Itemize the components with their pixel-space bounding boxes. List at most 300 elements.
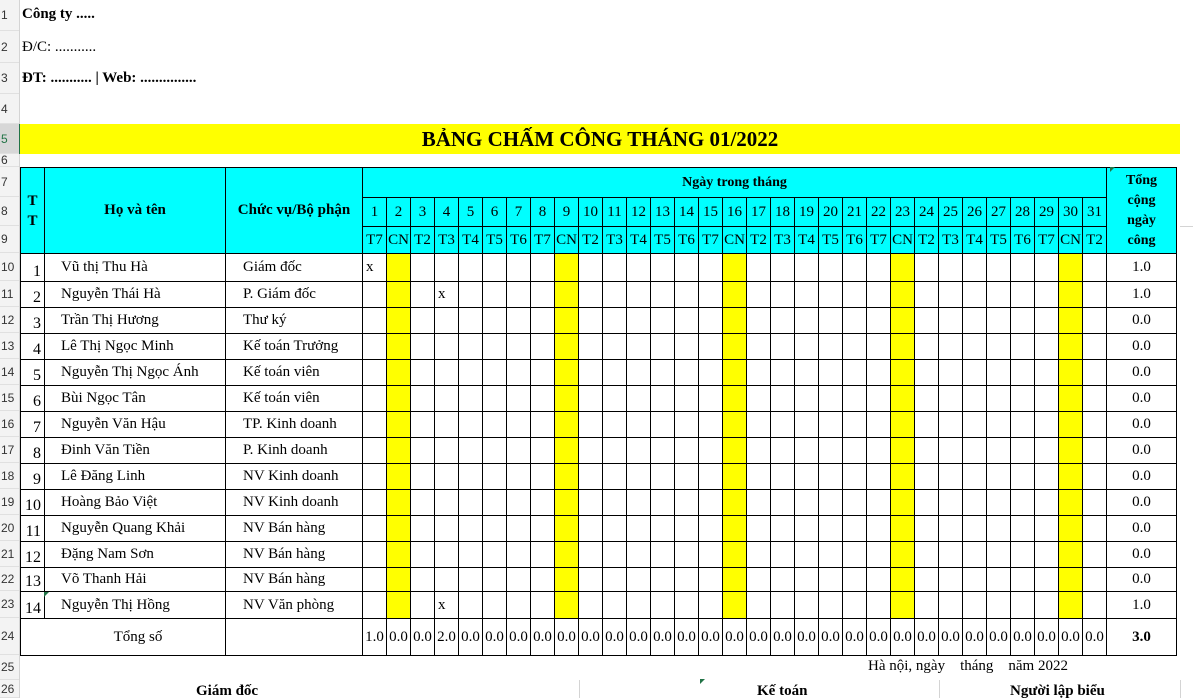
attendance-cell[interactable] — [435, 542, 459, 568]
weekday-header[interactable]: T3 — [435, 227, 459, 254]
attendance-cell[interactable] — [771, 360, 795, 386]
attendance-cell[interactable] — [579, 490, 603, 516]
header-total[interactable]: Tổng cộng ngày công — [1107, 168, 1177, 254]
attendance-cell[interactable] — [747, 438, 771, 464]
day-number-header[interactable]: 13 — [651, 198, 675, 227]
day-total[interactable]: 0.0 — [723, 619, 747, 656]
employee-total[interactable]: 0.0 — [1107, 542, 1177, 568]
attendance-cell[interactable] — [939, 592, 963, 619]
attendance-cell[interactable] — [411, 386, 435, 412]
attendance-cell[interactable] — [795, 308, 819, 334]
attendance-cell[interactable] — [987, 386, 1011, 412]
attendance-cell[interactable] — [1011, 516, 1035, 542]
employee-position[interactable]: TP. Kinh doanh — [226, 412, 363, 438]
attendance-cell[interactable] — [987, 490, 1011, 516]
attendance-cell[interactable] — [819, 490, 843, 516]
attendance-cell[interactable] — [531, 516, 555, 542]
row-tt[interactable]: 14 — [21, 592, 45, 619]
day-total[interactable]: 0.0 — [867, 619, 891, 656]
attendance-cell[interactable] — [675, 412, 699, 438]
attendance-cell[interactable] — [1035, 568, 1059, 592]
attendance-cell[interactable] — [675, 282, 699, 308]
day-number-header[interactable]: 6 — [483, 198, 507, 227]
day-number-header[interactable]: 5 — [459, 198, 483, 227]
attendance-cell[interactable] — [627, 438, 651, 464]
attendance-cell[interactable] — [459, 464, 483, 490]
attendance-cell[interactable] — [843, 334, 867, 360]
attendance-cell[interactable] — [795, 438, 819, 464]
attendance-cell[interactable] — [411, 490, 435, 516]
day-total[interactable]: 0.0 — [891, 619, 915, 656]
day-number-header[interactable]: 23 — [891, 198, 915, 227]
attendance-cell[interactable] — [603, 592, 627, 619]
day-number-header[interactable]: 26 — [963, 198, 987, 227]
attendance-cell[interactable] — [723, 412, 747, 438]
employee-name[interactable]: Lê Thị Ngọc Minh — [45, 334, 226, 360]
attendance-cell[interactable] — [915, 568, 939, 592]
weekday-header[interactable]: T7 — [699, 227, 723, 254]
day-total[interactable]: 0.0 — [651, 619, 675, 656]
attendance-cell[interactable] — [579, 464, 603, 490]
attendance-cell[interactable] — [1059, 438, 1083, 464]
day-total[interactable]: 0.0 — [699, 619, 723, 656]
employee-total[interactable]: 0.0 — [1107, 490, 1177, 516]
attendance-cell[interactable] — [1035, 490, 1059, 516]
attendance-cell[interactable] — [771, 308, 795, 334]
attendance-cell[interactable] — [1011, 568, 1035, 592]
weekday-header[interactable]: CN — [891, 227, 915, 254]
attendance-cell[interactable] — [699, 308, 723, 334]
attendance-cell[interactable] — [651, 516, 675, 542]
attendance-cell[interactable] — [795, 334, 819, 360]
attendance-cell[interactable] — [411, 568, 435, 592]
attendance-cell[interactable] — [747, 334, 771, 360]
attendance-cell[interactable] — [627, 516, 651, 542]
employee-position[interactable]: Kế toán viên — [226, 360, 363, 386]
attendance-cell[interactable] — [1035, 334, 1059, 360]
attendance-cell[interactable] — [627, 254, 651, 282]
attendance-cell[interactable] — [1035, 542, 1059, 568]
attendance-cell[interactable] — [1059, 542, 1083, 568]
attendance-cell[interactable] — [771, 254, 795, 282]
attendance-cell[interactable] — [963, 464, 987, 490]
attendance-cell[interactable] — [507, 334, 531, 360]
day-number-header[interactable]: 10 — [579, 198, 603, 227]
attendance-cell[interactable] — [795, 490, 819, 516]
attendance-cell[interactable] — [675, 438, 699, 464]
attendance-cell[interactable] — [411, 438, 435, 464]
weekday-header[interactable]: T2 — [747, 227, 771, 254]
employee-name[interactable]: Trần Thị Hương — [45, 308, 226, 334]
attendance-cell[interactable] — [819, 282, 843, 308]
weekday-header[interactable]: CN — [555, 227, 579, 254]
attendance-cell[interactable] — [531, 308, 555, 334]
attendance-cell[interactable] — [579, 386, 603, 412]
employee-position[interactable]: P. Kinh doanh — [226, 438, 363, 464]
attendance-cell[interactable] — [603, 360, 627, 386]
day-number-header[interactable]: 29 — [1035, 198, 1059, 227]
attendance-cell[interactable] — [627, 464, 651, 490]
attendance-cell[interactable] — [987, 282, 1011, 308]
attendance-cell[interactable] — [747, 568, 771, 592]
attendance-cell[interactable] — [555, 568, 579, 592]
attendance-cell[interactable] — [507, 568, 531, 592]
attendance-cell[interactable] — [579, 438, 603, 464]
attendance-cell[interactable] — [963, 360, 987, 386]
attendance-cell[interactable] — [1035, 308, 1059, 334]
attendance-cell[interactable] — [483, 464, 507, 490]
attendance-cell[interactable] — [867, 412, 891, 438]
row-tt[interactable]: 2 — [21, 282, 45, 308]
row-number[interactable]: 5 — [0, 124, 19, 154]
weekday-header[interactable]: T3 — [771, 227, 795, 254]
attendance-cell[interactable] — [1059, 282, 1083, 308]
day-number-header[interactable]: 3 — [411, 198, 435, 227]
day-number-header[interactable]: 31 — [1083, 198, 1107, 227]
attendance-cell[interactable] — [747, 464, 771, 490]
attendance-cell[interactable] — [387, 360, 411, 386]
attendance-cell[interactable] — [819, 464, 843, 490]
attendance-cell[interactable] — [963, 592, 987, 619]
attendance-cell[interactable] — [531, 592, 555, 619]
attendance-cell[interactable] — [387, 282, 411, 308]
attendance-cell[interactable] — [627, 490, 651, 516]
attendance-cell[interactable] — [819, 360, 843, 386]
attendance-cell[interactable] — [411, 412, 435, 438]
attendance-cell[interactable]: x — [363, 254, 387, 282]
attendance-cell[interactable] — [891, 542, 915, 568]
attendance-cell[interactable] — [411, 464, 435, 490]
attendance-cell[interactable] — [1059, 360, 1083, 386]
attendance-cell[interactable] — [723, 568, 747, 592]
attendance-cell[interactable] — [819, 438, 843, 464]
attendance-cell[interactable] — [651, 464, 675, 490]
attendance-cell[interactable] — [1083, 412, 1107, 438]
attendance-cell[interactable] — [627, 412, 651, 438]
attendance-cell[interactable] — [771, 282, 795, 308]
attendance-cell[interactable] — [411, 334, 435, 360]
attendance-cell[interactable] — [987, 254, 1011, 282]
row-tt[interactable]: 4 — [21, 334, 45, 360]
attendance-cell[interactable] — [651, 254, 675, 282]
attendance-cell[interactable] — [1083, 568, 1107, 592]
employee-total[interactable]: 0.0 — [1107, 438, 1177, 464]
attendance-cell[interactable] — [531, 360, 555, 386]
attendance-cell[interactable] — [579, 516, 603, 542]
attendance-cell[interactable] — [819, 412, 843, 438]
signer-accountant[interactable]: Kế toán — [757, 683, 808, 699]
attendance-cell[interactable] — [459, 360, 483, 386]
attendance-cell[interactable] — [795, 282, 819, 308]
weekday-header[interactable]: T6 — [507, 227, 531, 254]
weekday-header[interactable]: T2 — [411, 227, 435, 254]
attendance-cell[interactable] — [651, 568, 675, 592]
day-number-header[interactable]: 1 — [363, 198, 387, 227]
attendance-cell[interactable] — [675, 308, 699, 334]
attendance-cell[interactable]: x — [435, 282, 459, 308]
attendance-cell[interactable] — [579, 254, 603, 282]
attendance-cell[interactable] — [819, 308, 843, 334]
employee-total[interactable]: 0.0 — [1107, 516, 1177, 542]
attendance-cell[interactable] — [555, 412, 579, 438]
attendance-cell[interactable] — [1083, 592, 1107, 619]
day-total[interactable]: 0.0 — [579, 619, 603, 656]
attendance-cell[interactable] — [915, 490, 939, 516]
attendance-cell[interactable] — [651, 334, 675, 360]
attendance-cell[interactable] — [579, 592, 603, 619]
employee-position[interactable]: Giám đốc — [226, 254, 363, 282]
row-number[interactable]: 6 — [0, 154, 19, 167]
attendance-cell[interactable] — [1011, 592, 1035, 619]
day-number-header[interactable]: 4 — [435, 198, 459, 227]
attendance-cell[interactable] — [1059, 516, 1083, 542]
employee-total[interactable]: 0.0 — [1107, 412, 1177, 438]
day-total[interactable]: 0.0 — [555, 619, 579, 656]
attendance-cell[interactable] — [627, 386, 651, 412]
attendance-cell[interactable] — [747, 490, 771, 516]
attendance-cell[interactable] — [651, 438, 675, 464]
attendance-cell[interactable] — [387, 464, 411, 490]
attendance-cell[interactable] — [483, 308, 507, 334]
attendance-cell[interactable] — [387, 438, 411, 464]
attendance-cell[interactable] — [795, 568, 819, 592]
attendance-cell[interactable] — [1011, 464, 1035, 490]
row-number[interactable]: 17 — [0, 437, 19, 463]
row-number[interactable]: 26 — [0, 680, 19, 698]
attendance-cell[interactable] — [1011, 386, 1035, 412]
attendance-cell[interactable] — [435, 360, 459, 386]
attendance-cell[interactable] — [747, 592, 771, 619]
attendance-cell[interactable] — [963, 412, 987, 438]
day-total[interactable]: 0.0 — [1059, 619, 1083, 656]
attendance-cell[interactable] — [603, 282, 627, 308]
attendance-cell[interactable] — [891, 254, 915, 282]
attendance-cell[interactable] — [723, 464, 747, 490]
attendance-cell[interactable] — [603, 490, 627, 516]
day-number-header[interactable]: 24 — [915, 198, 939, 227]
employee-position[interactable]: P. Giám đốc — [226, 282, 363, 308]
attendance-cell[interactable] — [915, 334, 939, 360]
day-number-header[interactable]: 15 — [699, 198, 723, 227]
attendance-cell[interactable] — [603, 516, 627, 542]
attendance-cell[interactable] — [435, 254, 459, 282]
employee-name[interactable]: Nguyễn Thị Hồng — [45, 592, 226, 619]
attendance-cell[interactable] — [867, 254, 891, 282]
attendance-cell[interactable] — [939, 464, 963, 490]
attendance-cell[interactable] — [363, 360, 387, 386]
attendance-cell[interactable] — [555, 386, 579, 412]
attendance-cell[interactable] — [579, 334, 603, 360]
attendance-cell[interactable] — [363, 516, 387, 542]
attendance-cell[interactable] — [1011, 412, 1035, 438]
row-number[interactable]: 18 — [0, 463, 19, 489]
attendance-cell[interactable] — [387, 386, 411, 412]
attendance-cell[interactable] — [459, 542, 483, 568]
attendance-cell[interactable] — [1059, 334, 1083, 360]
attendance-cell[interactable] — [987, 592, 1011, 619]
attendance-cell[interactable] — [651, 542, 675, 568]
attendance-cell[interactable] — [819, 254, 843, 282]
attendance-cell[interactable] — [867, 490, 891, 516]
weekday-header[interactable]: T3 — [603, 227, 627, 254]
row-tt[interactable]: 5 — [21, 360, 45, 386]
employee-name[interactable]: Bùi Ngọc Tân — [45, 386, 226, 412]
day-number-header[interactable]: 20 — [819, 198, 843, 227]
attendance-cell[interactable] — [891, 412, 915, 438]
attendance-cell[interactable] — [699, 334, 723, 360]
row-tt[interactable]: 10 — [21, 490, 45, 516]
attendance-cell[interactable] — [531, 254, 555, 282]
weekday-header[interactable]: T4 — [627, 227, 651, 254]
attendance-cell[interactable] — [891, 490, 915, 516]
header-name[interactable]: Họ và tên — [45, 168, 226, 254]
attendance-cell[interactable] — [867, 542, 891, 568]
employee-name[interactable]: Nguyễn Thị Ngọc Ánh — [45, 360, 226, 386]
row-number[interactable]: 12 — [0, 307, 19, 333]
attendance-cell[interactable] — [915, 412, 939, 438]
row-number[interactable]: 19 — [0, 489, 19, 515]
attendance-cell[interactable] — [867, 438, 891, 464]
employee-position[interactable]: NV Văn phòng — [226, 592, 363, 619]
attendance-cell[interactable] — [507, 592, 531, 619]
attendance-cell[interactable] — [987, 412, 1011, 438]
weekday-header[interactable]: CN — [723, 227, 747, 254]
attendance-cell[interactable] — [387, 334, 411, 360]
row-number[interactable]: 20 — [0, 515, 19, 541]
attendance-cell[interactable] — [795, 386, 819, 412]
grand-total[interactable]: 3.0 — [1107, 619, 1177, 656]
attendance-cell[interactable] — [459, 516, 483, 542]
attendance-cell[interactable] — [963, 254, 987, 282]
attendance-cell[interactable] — [723, 282, 747, 308]
attendance-cell[interactable] — [1011, 438, 1035, 464]
attendance-cell[interactable] — [387, 308, 411, 334]
attendance-cell[interactable] — [747, 412, 771, 438]
attendance-cell[interactable] — [771, 334, 795, 360]
attendance-cell[interactable] — [1059, 412, 1083, 438]
attendance-cell[interactable] — [891, 360, 915, 386]
attendance-cell[interactable] — [507, 516, 531, 542]
attendance-cell[interactable] — [915, 360, 939, 386]
attendance-cell[interactable] — [1035, 386, 1059, 412]
header-position[interactable]: Chức vụ/Bộ phận — [226, 168, 363, 254]
attendance-cell[interactable] — [795, 516, 819, 542]
day-total[interactable]: 0.0 — [1011, 619, 1035, 656]
attendance-cell[interactable] — [1035, 360, 1059, 386]
attendance-cell[interactable] — [555, 360, 579, 386]
weekday-header[interactable]: T7 — [531, 227, 555, 254]
attendance-cell[interactable] — [603, 308, 627, 334]
weekday-header[interactable]: T6 — [675, 227, 699, 254]
attendance-cell[interactable] — [1011, 542, 1035, 568]
attendance-cell[interactable] — [699, 438, 723, 464]
company-contact[interactable]: ĐT: ........... | Web: ............... — [22, 70, 197, 86]
attendance-cell[interactable] — [507, 464, 531, 490]
weekday-header[interactable]: T2 — [915, 227, 939, 254]
row-number[interactable]: 25 — [0, 655, 19, 680]
attendance-cell[interactable] — [411, 282, 435, 308]
day-total[interactable]: 0.0 — [459, 619, 483, 656]
attendance-cell[interactable] — [843, 308, 867, 334]
attendance-cell[interactable] — [939, 490, 963, 516]
row-number[interactable]: 3 — [0, 63, 19, 94]
attendance-cell[interactable] — [843, 360, 867, 386]
attendance-cell[interactable] — [483, 516, 507, 542]
attendance-cell[interactable] — [867, 360, 891, 386]
attendance-cell[interactable] — [411, 308, 435, 334]
attendance-cell[interactable] — [699, 360, 723, 386]
attendance-cell[interactable] — [939, 386, 963, 412]
weekday-header[interactable]: T5 — [819, 227, 843, 254]
day-total[interactable]: 0.0 — [963, 619, 987, 656]
attendance-cell[interactable] — [939, 282, 963, 308]
attendance-cell[interactable] — [483, 360, 507, 386]
attendance-cell[interactable] — [579, 360, 603, 386]
row-number[interactable]: 13 — [0, 333, 19, 359]
attendance-cell[interactable] — [459, 490, 483, 516]
day-total[interactable]: 0.0 — [387, 619, 411, 656]
attendance-cell[interactable] — [675, 568, 699, 592]
attendance-cell[interactable] — [1083, 438, 1107, 464]
day-total[interactable]: 0.0 — [603, 619, 627, 656]
attendance-cell[interactable] — [1083, 360, 1107, 386]
attendance-cell[interactable] — [459, 254, 483, 282]
attendance-cell[interactable] — [819, 334, 843, 360]
day-number-header[interactable]: 17 — [747, 198, 771, 227]
attendance-cell[interactable] — [579, 412, 603, 438]
attendance-cell[interactable] — [723, 516, 747, 542]
weekday-header[interactable]: T3 — [939, 227, 963, 254]
day-number-header[interactable]: 19 — [795, 198, 819, 227]
attendance-cell[interactable] — [1059, 464, 1083, 490]
attendance-cell[interactable] — [771, 542, 795, 568]
attendance-cell[interactable] — [531, 568, 555, 592]
employee-position[interactable]: NV Bán hàng — [226, 516, 363, 542]
day-total[interactable]: 1.0 — [363, 619, 387, 656]
attendance-cell[interactable] — [387, 412, 411, 438]
attendance-cell[interactable] — [723, 490, 747, 516]
weekday-header[interactable]: T4 — [459, 227, 483, 254]
attendance-cell[interactable] — [483, 542, 507, 568]
attendance-cell[interactable] — [723, 386, 747, 412]
attendance-cell[interactable] — [867, 568, 891, 592]
attendance-cell[interactable] — [1059, 386, 1083, 412]
attendance-cell[interactable] — [627, 282, 651, 308]
attendance-cell[interactable] — [939, 438, 963, 464]
attendance-cell[interactable] — [747, 282, 771, 308]
attendance-cell[interactable] — [1083, 516, 1107, 542]
attendance-cell[interactable] — [891, 438, 915, 464]
attendance-cell[interactable] — [771, 490, 795, 516]
attendance-cell[interactable] — [771, 516, 795, 542]
attendance-cell[interactable] — [699, 412, 723, 438]
attendance-cell[interactable] — [675, 490, 699, 516]
weekday-header[interactable]: CN — [387, 227, 411, 254]
attendance-cell[interactable] — [363, 334, 387, 360]
signer-preparer[interactable]: Người lập biểu — [1010, 683, 1105, 699]
attendance-cell[interactable] — [555, 516, 579, 542]
attendance-cell[interactable] — [915, 542, 939, 568]
row-tt[interactable]: 9 — [21, 464, 45, 490]
attendance-cell[interactable] — [531, 334, 555, 360]
attendance-cell[interactable] — [459, 282, 483, 308]
attendance-cell[interactable] — [771, 386, 795, 412]
attendance-cell[interactable] — [675, 464, 699, 490]
attendance-cell[interactable] — [555, 282, 579, 308]
day-number-header[interactable]: 8 — [531, 198, 555, 227]
attendance-cell[interactable] — [939, 334, 963, 360]
day-number-header[interactable]: 27 — [987, 198, 1011, 227]
